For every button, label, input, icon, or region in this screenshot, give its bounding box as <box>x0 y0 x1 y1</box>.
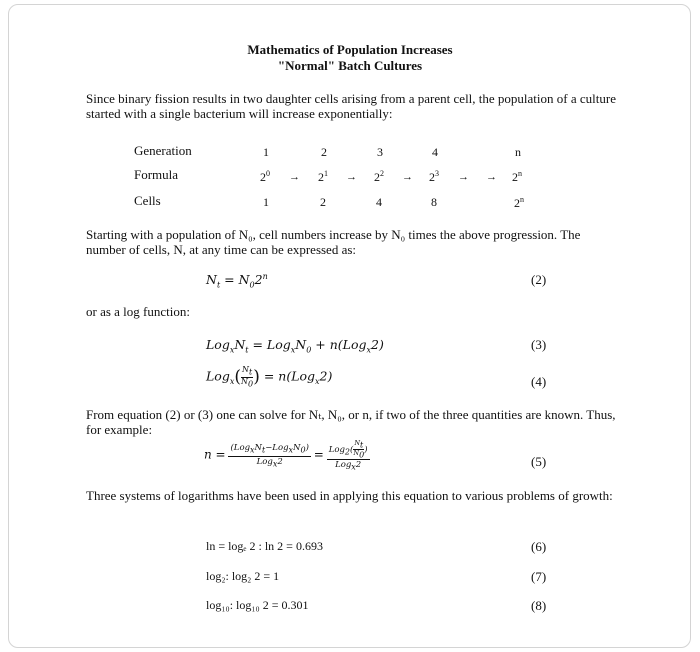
equation-2: $N_t = N_02^n$ <box>206 272 268 290</box>
document-subtitle: "Normal" Batch Cultures <box>277 58 423 73</box>
equation-7-number: (7) <box>531 569 547 584</box>
equation-3-number: (3) <box>531 337 547 352</box>
cells-cell: 8 <box>431 195 437 209</box>
equation-7: log₂: log₂ 2 = 1 <box>206 569 280 583</box>
generation-cell: 2 <box>321 145 327 159</box>
equation-2-number: (2) <box>531 272 547 287</box>
formula-cell: 2$^n$ <box>512 169 522 184</box>
cells-cell: 2 <box>320 195 326 209</box>
equation-8: log₁₀: log₁₀ 2 = 0.301 <box>206 598 309 612</box>
equation-4-number: (4) <box>531 374 547 389</box>
log-function-label: or as a log function: <box>86 304 190 319</box>
starting-paragraph: Starting with a population of N₀, cell numbers increase by N₀ times the above progression. The number of cells, N, at any time can be expressed as: <box>86 227 581 257</box>
equation-6: ln = logₑ 2 : ln 2 = 0.693 <box>206 539 323 553</box>
formula-cell: $2^0$ <box>260 169 270 184</box>
cells-cell: 4 <box>376 195 382 209</box>
equation-6-number: (6) <box>531 539 547 554</box>
row-label-formula: Formula <box>134 167 179 182</box>
equation-5-number: (5) <box>531 454 547 469</box>
arrow-icon: → <box>486 171 497 183</box>
generation-cell: 4 <box>432 145 438 159</box>
cells-cell: 1 <box>263 195 269 209</box>
document-title: Mathematics of Population Increases <box>247 42 453 57</box>
arrow-icon: → <box>458 171 469 183</box>
generation-cell: n <box>515 145 521 159</box>
solve-paragraph: From equation (2) or (3) one can solve for Nₜ, N₀, or n, if two of the three quantities are known. Thus, for example: <box>86 407 616 437</box>
arrow-icon: → <box>346 171 357 183</box>
row-label-cells: Cells <box>134 193 161 208</box>
cells-cell: 2$^n$ <box>514 195 524 210</box>
arrow-icon: → <box>402 171 413 183</box>
generation-cell: 1 <box>263 145 269 159</box>
equation-5: n = $\frac{(Log_xN_t-Log_xN_0)}{Log_x2}$ = Log$_2$( $\frac{N_t}{N_0}$) Log$_x$2 <box>204 439 368 472</box>
equation-8-number: (8) <box>531 598 547 613</box>
systems-paragraph: Three systems of logarithms have been used in applying this equation to various problems of growth: <box>86 488 613 503</box>
arrow-icon: → <box>289 171 300 183</box>
formula-cell: $2^3$ <box>429 169 439 184</box>
equation-3: $Log_xN_t = Log_xN_0 + n(Log_x2)$ <box>206 337 384 355</box>
equation-4: Log$_x$( $\frac{N_t}{N_0}) = n(Log_x2)$ <box>206 365 333 389</box>
intro-paragraph: Since binary fission results in two daughter cells arising from a parent cell, the population of a culture started with a single bacterium will increase exponentially: <box>86 91 616 121</box>
formula-cell: $2^1$ <box>318 169 328 184</box>
row-label-generation: Generation <box>134 143 192 158</box>
formula-cell: $2^2$ <box>374 169 384 184</box>
generation-cell: 3 <box>377 145 383 159</box>
